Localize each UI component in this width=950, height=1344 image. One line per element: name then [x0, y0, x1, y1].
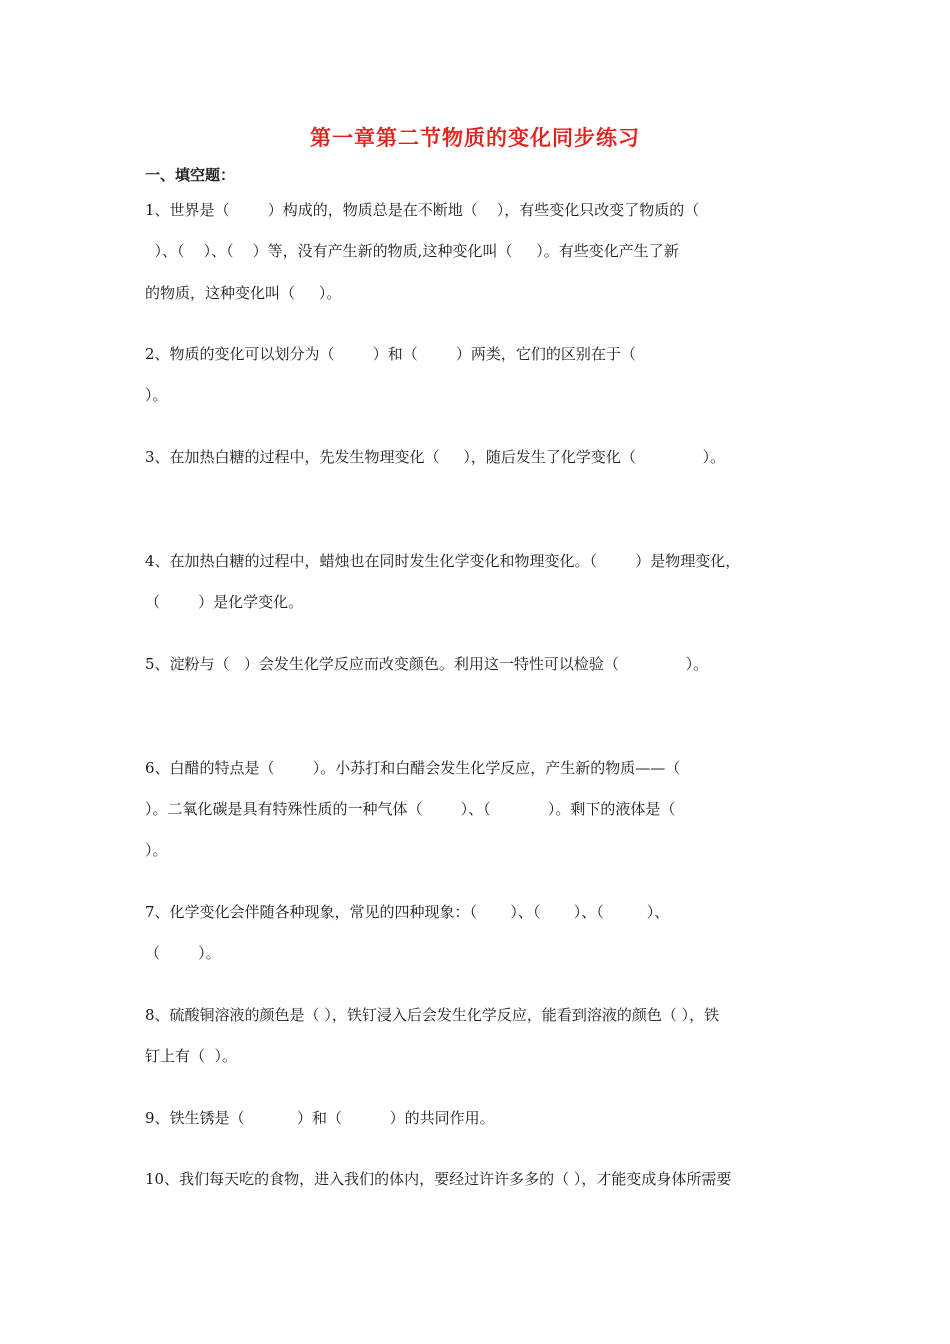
question-6-line-1: 6、白醋的特点是（ ）。小苏打和白醋会发生化学反应，产生新的物质——（: [145, 759, 681, 777]
question-2-line-1: 2、物质的变化可以划分为（ ）和（ ）两类，它们的区别在于（: [145, 345, 636, 363]
question-8-line-1: 8、硫酸铜溶液的颜色是（ ），铁钉浸入后会发生化学反应，能看到溶液的颜色（ ），铁: [145, 1006, 720, 1024]
question-1-line-1: 1、世界是（ ）构成的，物质总是在不断地（ ），有些变化只改变了物质的（: [145, 201, 700, 219]
question-7-line-2: （ ）。: [145, 944, 221, 962]
question-4-line-1: 4、在加热白糖的过程中，蜡烛也在同时发生化学变化和物理变化。（ ）是物理变化，: [145, 552, 741, 570]
question-7-line-1: 7、化学变化会伴随各种现象，常见的四种现象：（ ）、（ ）、（ ）、: [145, 903, 670, 921]
question-1-line-2: ）、（ ）、（ ）等，没有产生新的物质,这种变化叫（ ）。有些变化产生了新: [145, 242, 679, 260]
question-1-line-3: 的物质，这种变化叫（ ）。: [145, 284, 342, 302]
page-title: 第一章第二节物质的变化同步练习: [310, 126, 640, 150]
question-10-line-1: 10、我们每天吃的食物，进入我们的体内，要经过许许多多的（ ），才能变成身体所需要: [145, 1170, 732, 1188]
question-8-line-2: 钉上有（ ）。: [145, 1047, 238, 1065]
question-9-line-1: 9、铁生锈是（ ）和（ ）的共同作用。: [145, 1109, 495, 1127]
question-6-line-2: ）。二氧化碳是具有特殊性质的一种气体（ ）、（ ）。剩下的液体是（: [145, 800, 676, 818]
section-heading: 一、填空题：: [145, 166, 236, 184]
question-4-line-2: （ ）是化学变化。: [145, 593, 304, 611]
question-6-line-3: ）。: [145, 841, 168, 859]
question-3-line-1: 3、在加热白糖的过程中，先发生物理变化（ ），随后发生了化学变化（ ）。: [145, 448, 726, 466]
question-2-line-2: ）。: [145, 386, 168, 404]
question-5-line-1: 5、淀粉与（ ）会发生化学反应而改变颜色。利用这一特性可以检验（ ）。: [145, 655, 709, 673]
